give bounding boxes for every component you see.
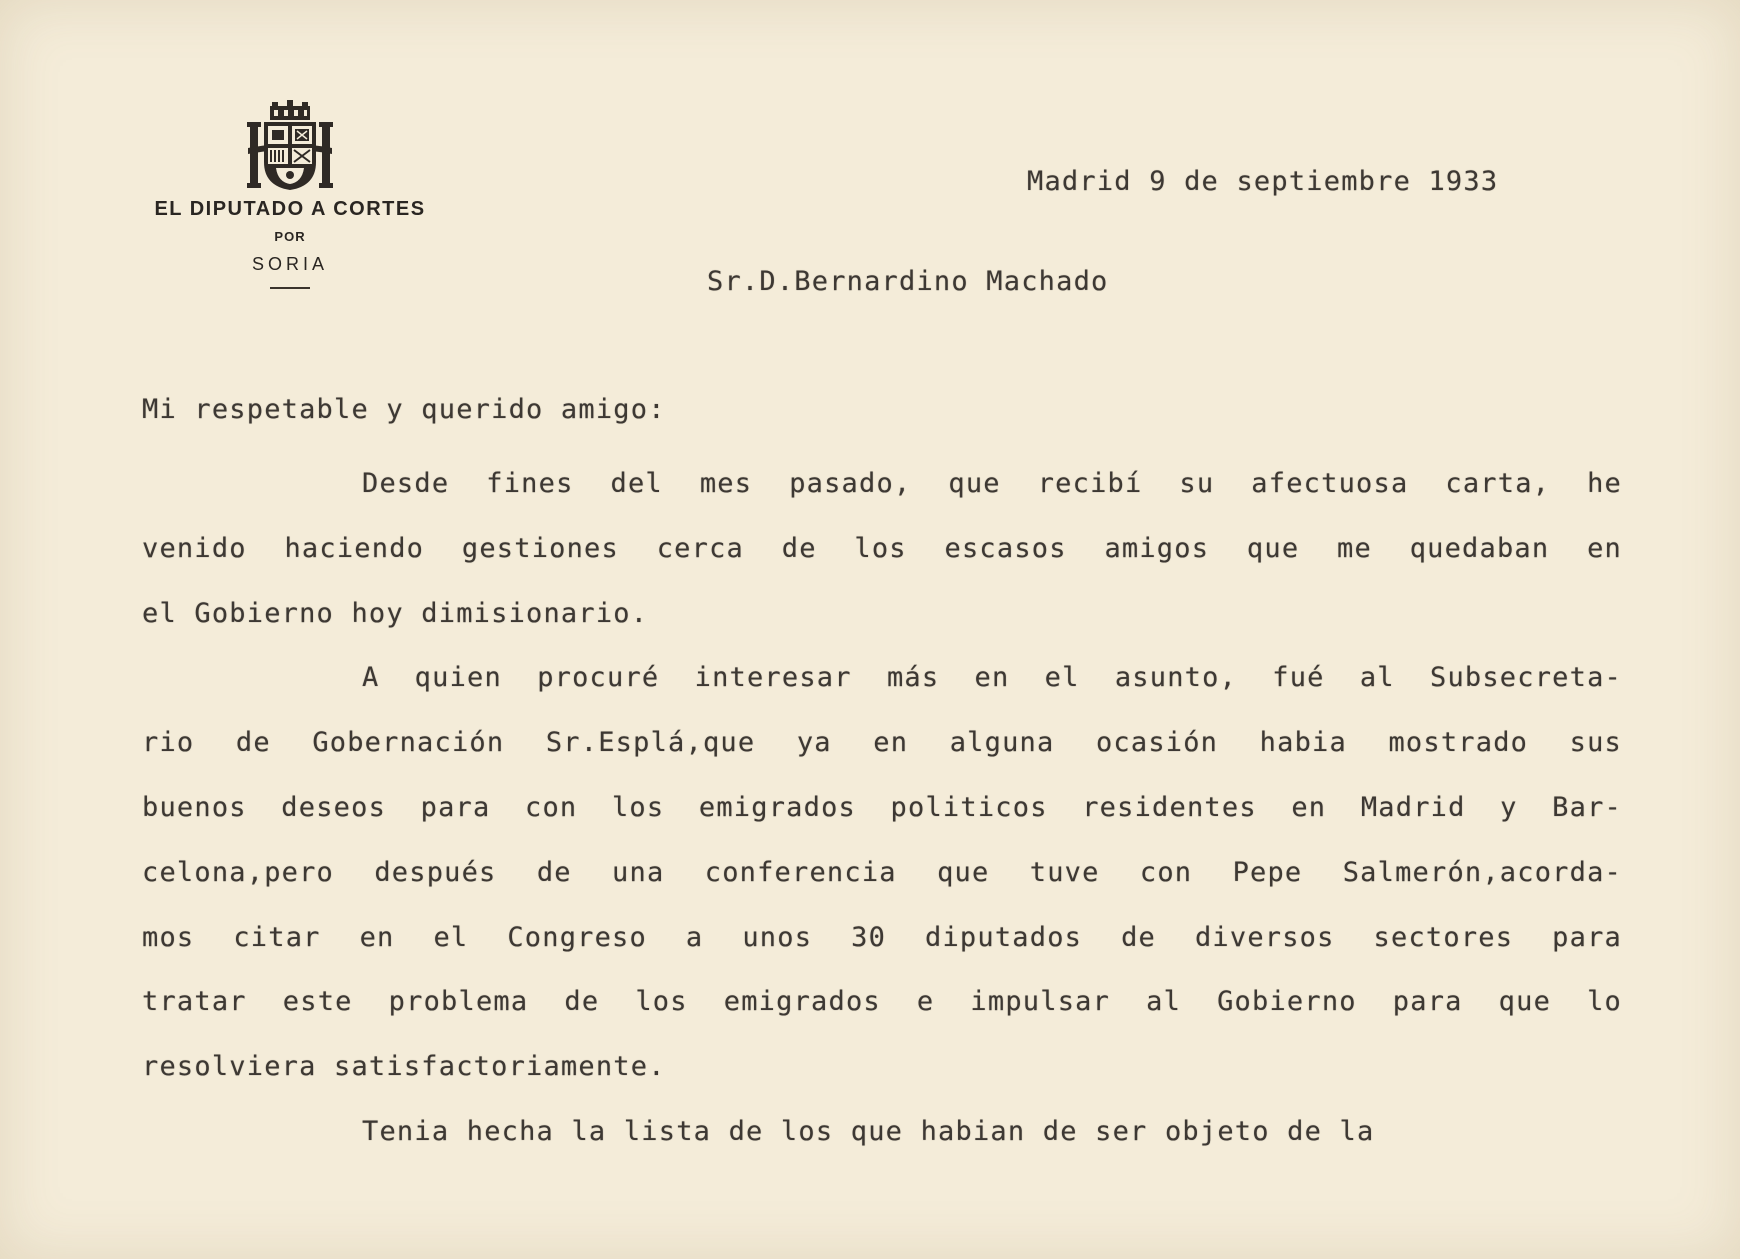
letter-recipient: Sr.D.Bernardino Machado — [707, 266, 1109, 297]
letter-body — [142, 452, 1622, 1165]
letter-line: rio de Gobernación Sr.Esplá,que ya en alguna ocasión habia mostrado sus — [142, 727, 1622, 759]
letterhead-divider — [270, 287, 310, 289]
letterhead-por: POR — [274, 229, 306, 244]
letter-date: Madrid 9 de septiembre 1933 — [1027, 166, 1499, 197]
letter-line: resolviera satisfactoriamente. — [142, 1051, 666, 1083]
coat-of-arms-emblem — [246, 100, 334, 192]
letter-line: Desde fines del mes pasado, que recibí su afectuosa carta, he — [362, 468, 1622, 499]
letter-line: A quien procuré interesar más en el asunto, fué al Subsecreta- — [362, 662, 1622, 694]
letterhead-title: EL DIPUTADO A CORTES — [154, 198, 426, 220]
letter-line: mos citar en el Congreso a unos 30 diputados de diversos sectores para — [142, 921, 1622, 953]
letter-line: buenos deseos para con los emigrados politicos residentes en Madrid y Bar- — [142, 791, 1622, 823]
letter-line: tratar este problema de los emigrados e impulsar al Gobierno para que lo — [142, 986, 1622, 1018]
letter-line: Tenia hecha la lista de los que habian de ser objeto de la — [362, 1115, 1375, 1147]
letterhead — [100, 100, 480, 289]
letter-line: venido haciendo gestiones cerca de los escasos amigos que me quedaban en — [142, 532, 1622, 564]
letter-line: el Gobierno hoy dimisionario. — [142, 597, 649, 629]
letter-line: celona,pero después de una conferencia que tuve con Pepe Salmerón,acorda- — [142, 856, 1622, 888]
letterhead-place: SORIA — [251, 254, 328, 274]
letter-greeting: Mi respetable y querido amigo: — [142, 394, 666, 425]
